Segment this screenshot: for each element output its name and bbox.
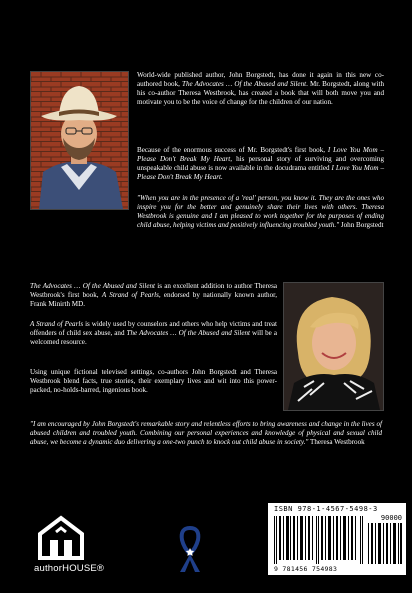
advocates-paragraph: The Advocates … Of the Abused and Silent is an excellent addition to author Theresa Westbrook's first book, A Strand of Pearls, endorsed by nationally known author, Frank Minirth MD. bbox=[30, 282, 277, 309]
quote-theresa-westbrook: "I am encouraged by John Borgstedt's remarkable story and relentless efforts to bring awareness and change in the lives of abused children and troubled youth. Combining our personal experiences and knowledge of physical and sexual child abuse, we become a dynamic duo delivering a one-two punch to knock out child abuse in society." Theresa Westbrook bbox=[30, 420, 382, 447]
strand-of-pearls-paragraph: A Strand of Pearls is widely used by counselors and others who help victims and treat offenders of child sex abuse, and The Advocates … Of the Abused and Silent will be a welcomed resource. bbox=[30, 320, 277, 347]
main-barcode-bars bbox=[274, 516, 364, 564]
barcode-digits: 9 781456 754983 bbox=[274, 565, 338, 573]
quote-john-borgstedt: "When you are in the presence of a 'real' person, you know it. They are the ones who inspire you for the better and genuinely share their lives with others. Theresa Westbrook is genuine and I am pleased to work together for the purposes of ending child abuse, helping victims and positively influencing troubled youth." John Borgstedt bbox=[137, 194, 384, 230]
first-book-paragraph: Because of the enormous success of Mr. Borgstedt's first book, I Love You Mom – Please Don't Break My Heart, his personal story of surviving and overcoming unspeakable child abuse is now available in the docudrama entitled I Love You Mom – Please Don't Break My Heart. bbox=[137, 146, 384, 182]
price-code: 90000 bbox=[380, 514, 402, 522]
isbn-barcode bbox=[268, 503, 406, 575]
house-logo-icon bbox=[36, 514, 86, 560]
authorhouse-logo bbox=[36, 514, 86, 560]
author-photo-theresa bbox=[283, 282, 384, 411]
awareness-ribbon bbox=[176, 526, 204, 574]
isbn-text: ISBN 978-1-4567-5498-3 bbox=[274, 505, 378, 513]
publisher-name: authorHOUSE® bbox=[34, 563, 105, 574]
price-barcode-bars bbox=[368, 523, 402, 564]
blue-ribbon-icon bbox=[176, 526, 204, 574]
intro-paragraph: World-wide published author, John Borgstedt, has done it again in this new co-authored book, The Advocates … Of the Abused and Silent. Mr. Borgstedt, along with his co-author Theresa Westbrook, has created a book that will both move you and motivate you to be the voice of change for the children of our nation. bbox=[137, 71, 384, 107]
settings-paragraph: Using unique fictional televised settings, co-authors John Borgstedt and Theresa Westbrook blend facts, true stories, their exemplary lives and wit into this power-packed, no-holds-barred, ingenious book. bbox=[30, 368, 277, 395]
theresa-portrait-image bbox=[284, 283, 383, 410]
john-portrait-image bbox=[31, 72, 128, 209]
author-photo-john bbox=[30, 71, 129, 210]
